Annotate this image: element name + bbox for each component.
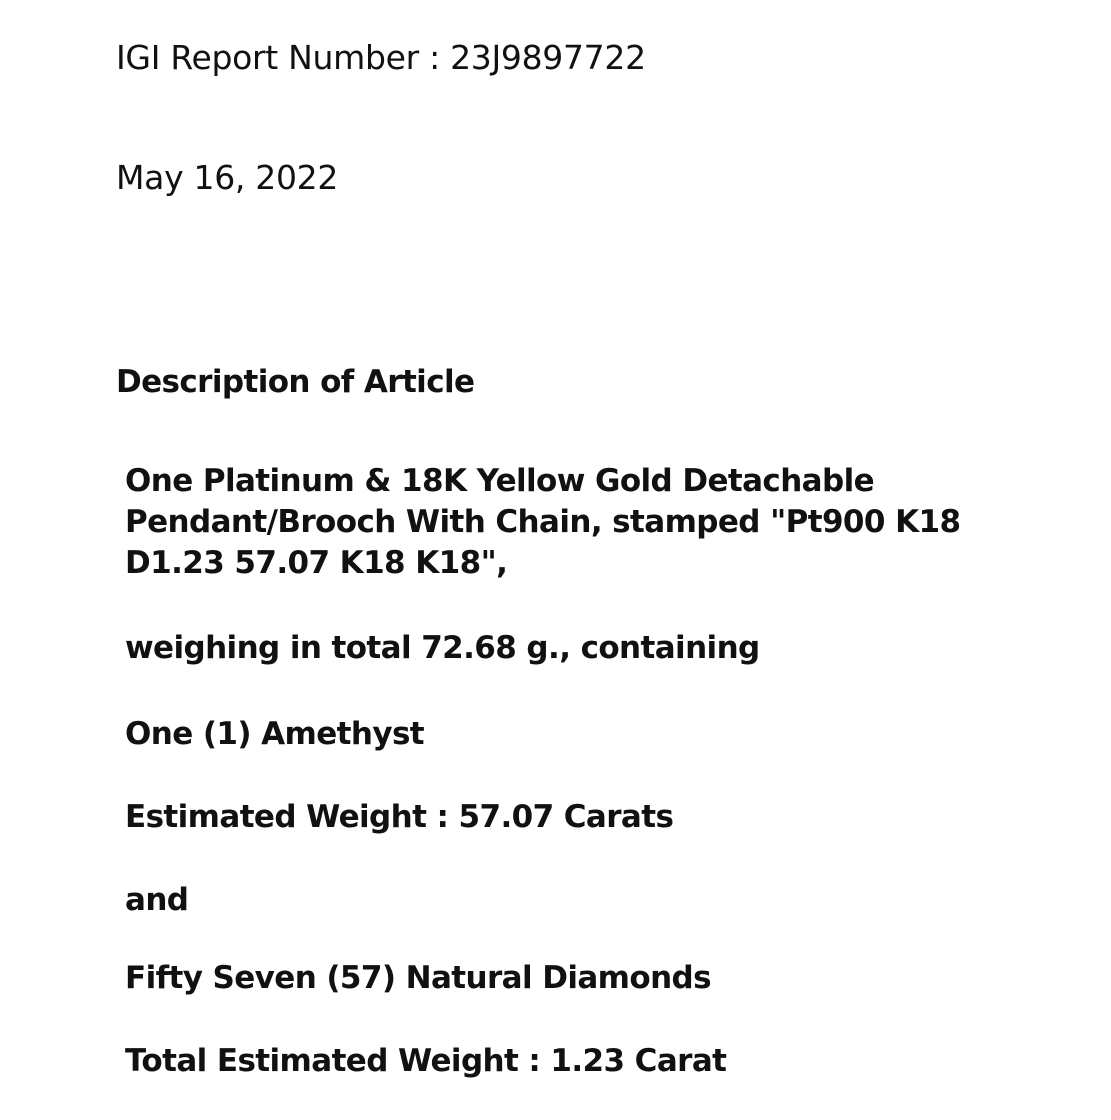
description-line: D1.23 57.07 K18 K18", [125,545,508,581]
article-description [125,461,1025,584]
conjunction: and [125,882,189,918]
description-line: One Platinum & 18K Yellow Gold Detachable [125,463,875,499]
amethyst-weight: Estimated Weight : 57.07 Carats [125,799,674,835]
section-heading: Description of Article [116,364,475,400]
report-number: IGI Report Number : 23J9897722 [116,38,646,77]
stone-amethyst: One (1) Amethyst [125,716,425,752]
report-date: May 16, 2022 [116,158,339,197]
total-weight: weighing in total 72.68 g., containing [125,630,760,666]
description-line: Pendant/Brooch With Chain, stamped "Pt900 K18 [125,504,961,540]
diamonds-weight: Total Estimated Weight : 1.23 Carat [125,1043,727,1079]
stone-diamonds: Fifty Seven (57) Natural Diamonds [125,960,711,996]
